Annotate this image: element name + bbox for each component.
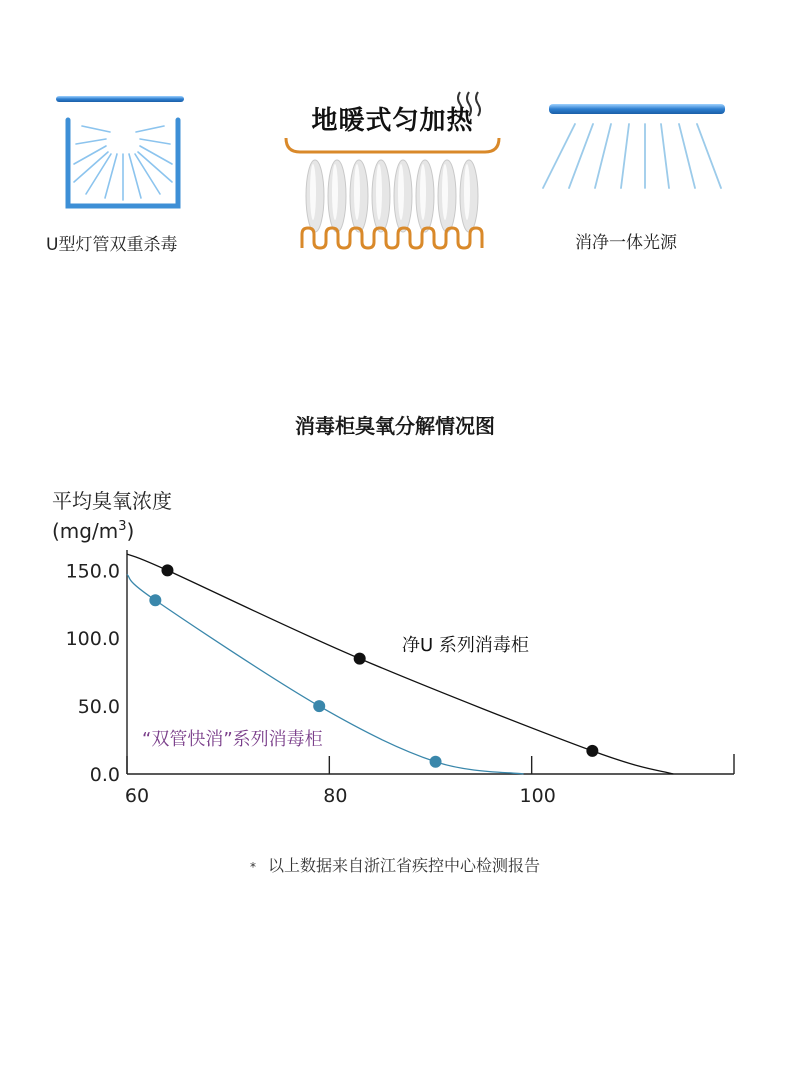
- feature-light-source: [535, 100, 735, 200]
- series-point-0: [354, 653, 366, 665]
- series-point-1: [313, 700, 325, 712]
- y-tick-label: 100.0: [65, 628, 120, 651]
- floor-heating-badge: 地暖式匀加热: [311, 106, 474, 136]
- chart-title: 消毒柜臭氧分解情况图: [295, 414, 495, 438]
- footnote: [0, 853, 790, 876]
- series-point-1: [430, 756, 442, 768]
- y-axis-label-line1: 平均臭氧浓度: [52, 490, 172, 513]
- footnote-mark: *: [249, 859, 256, 874]
- feature-u-tube-label: U型灯管双重杀毒: [46, 235, 178, 255]
- u-tube-icon: [50, 92, 190, 222]
- feature-u-tube: [50, 92, 190, 222]
- series-label-shuangguan: “双管快消”系列消毒柜: [142, 729, 323, 750]
- y-tick-label: 0.0: [89, 764, 120, 786]
- footnote-text: 以上数据来自浙江省疾控中心检测报告: [267, 856, 540, 875]
- series-point-0: [586, 745, 598, 757]
- series-label-jingu: 净U 系列消毒柜: [402, 635, 529, 656]
- series-point-1: [149, 594, 161, 606]
- y-tick-label: 50.0: [77, 696, 120, 719]
- x-tick-label: 60: [124, 785, 150, 807]
- series-point-0: [161, 564, 173, 576]
- ozone-chart: [0, 490, 790, 810]
- y-tick-label: 150.0: [65, 560, 120, 583]
- x-tick-label: 80: [323, 785, 348, 807]
- x-tick-label: 100: [519, 785, 556, 807]
- light-tube-icon: [535, 100, 735, 200]
- feature-light-source-label: 消净一体光源: [575, 233, 677, 253]
- y-axis-label-line2: $(mg/m^3)$: [52, 519, 135, 543]
